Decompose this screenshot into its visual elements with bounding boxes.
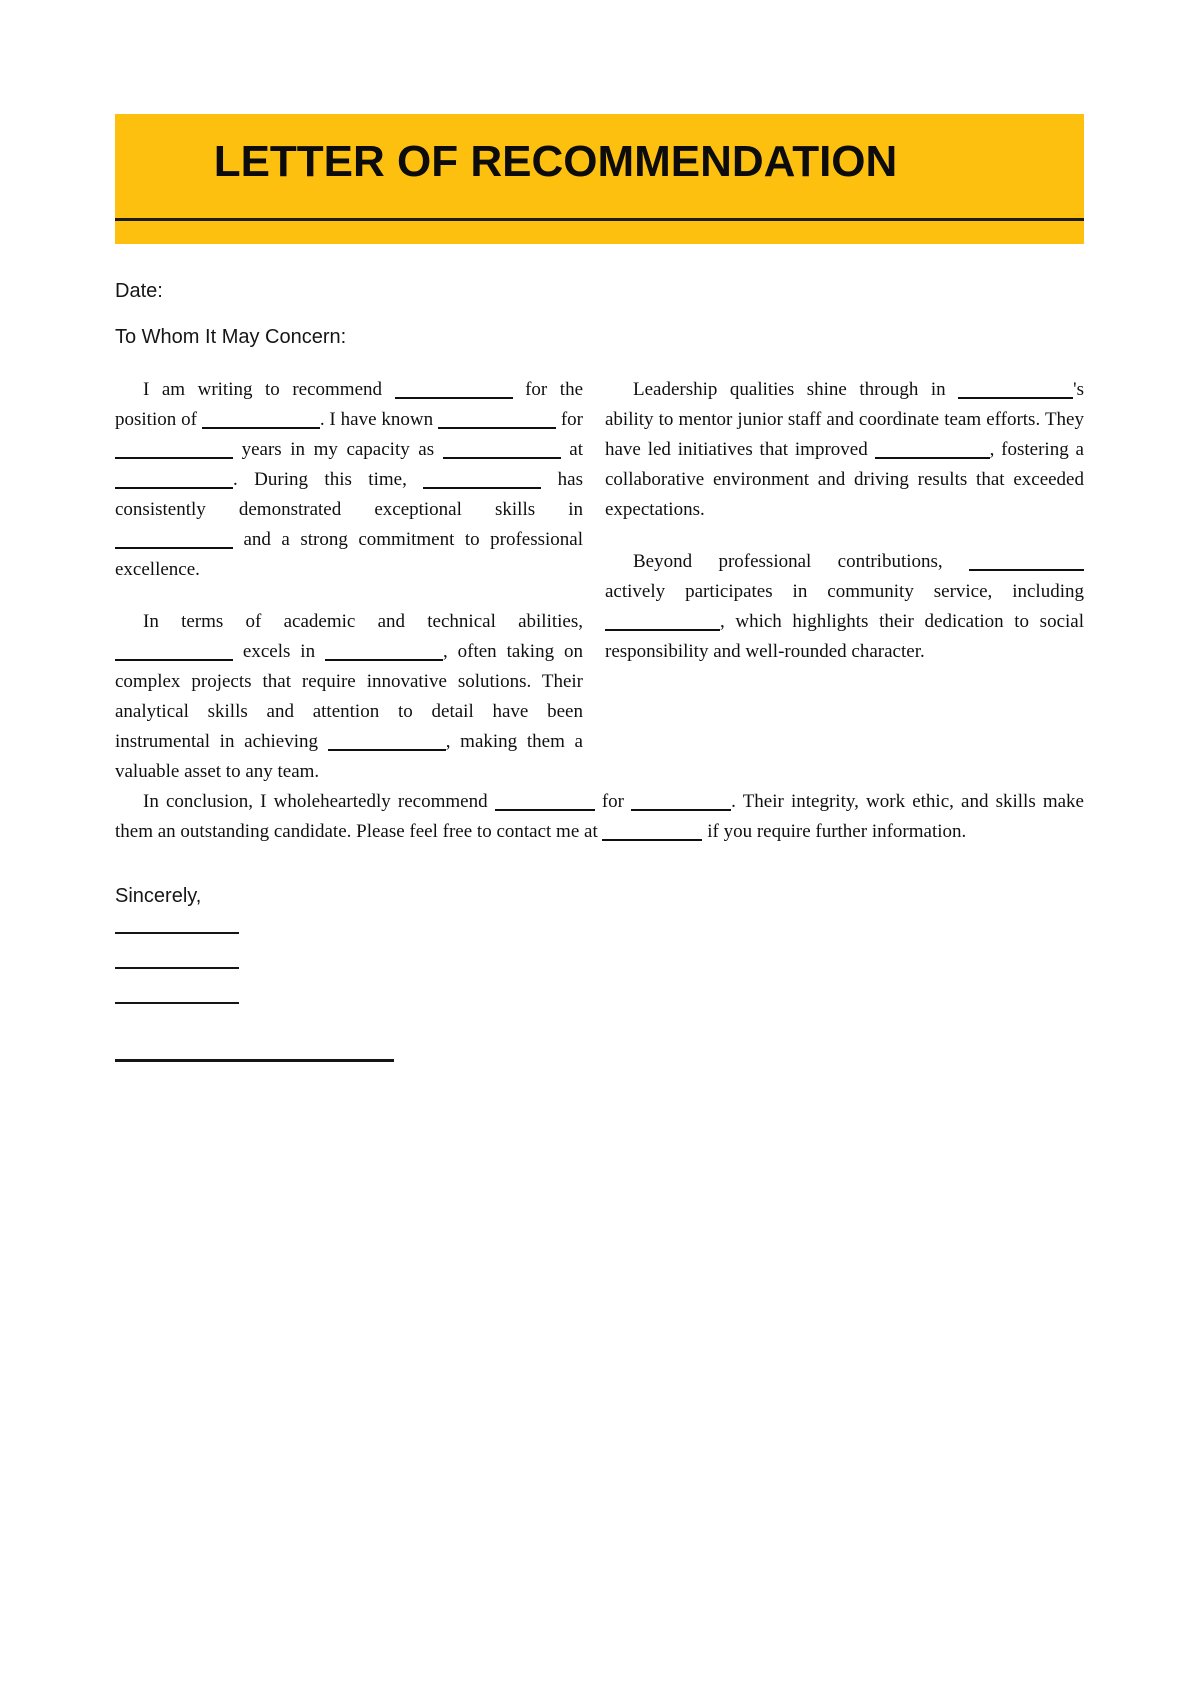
fill-in-blank — [443, 445, 561, 459]
paragraph-introduction: I am writing to recommend for the position of . I have known for years in my capacity as at . During this time, has consistently demonstrated exceptional skills in and a strong commitment to professional excellence. — [115, 379, 584, 580]
date-label: Date: — [115, 280, 163, 302]
paragraph-community: Beyond professional contributions, actively participates in community service, including , which highlights their dedication to social responsibility and well-rounded character. — [605, 551, 1084, 662]
fill-in-blank — [631, 797, 731, 811]
fill-in-blank — [115, 445, 233, 459]
signature-line-long — [115, 1059, 394, 1062]
letter-body — [115, 244, 1084, 1062]
fill-in-blank — [438, 415, 556, 429]
fill-in-blank — [115, 535, 233, 549]
salutation: To Whom It May Concern: — [115, 326, 347, 348]
fill-in-blank — [395, 385, 513, 399]
header-band — [115, 114, 1084, 244]
fill-in-blank — [423, 475, 541, 489]
paragraph-leadership: Leadership qualities shine through in 's ability to mentor junior staff and coordinate team efforts. They have led initiatives that improved , fostering a collaborative environment and driving results that exceeded expectations. — [605, 379, 1084, 520]
fill-in-blank — [605, 617, 720, 631]
left-column — [115, 375, 583, 787]
fill-in-blank — [115, 475, 233, 489]
signature-line-short — [115, 967, 239, 969]
fill-in-blank — [602, 827, 702, 841]
fill-in-blank — [115, 647, 233, 661]
right-column — [605, 375, 1084, 787]
fill-in-blank — [202, 415, 320, 429]
signature-line-short — [115, 932, 239, 934]
paragraph-abilities: In terms of academic and technical abilities, excels in , often taking on complex projects that require innovative solutions. Their analytical skills and attention to detail have been instrumental in achieving , making them a valuable asset to any team. — [115, 611, 583, 782]
document-title: LETTER OF RECOMMENDATION — [213, 137, 898, 186]
fill-in-blank — [875, 445, 990, 459]
fill-in-blank — [325, 647, 443, 661]
fill-in-blank — [969, 557, 1084, 571]
fill-in-blank — [495, 797, 595, 811]
closing-label: Sincerely, — [115, 885, 202, 907]
two-column-section — [115, 375, 1084, 787]
signature-line-short — [115, 1002, 239, 1004]
header-divider-line — [115, 218, 1084, 221]
fill-in-blank — [958, 385, 1073, 399]
paragraph-conclusion: In conclusion, I wholeheartedly recommend for . Their integrity, work ethic, and skills make them an outstanding candidate. Please feel free to contact me at if you require further information. — [115, 791, 1084, 842]
fill-in-blank — [328, 737, 446, 751]
